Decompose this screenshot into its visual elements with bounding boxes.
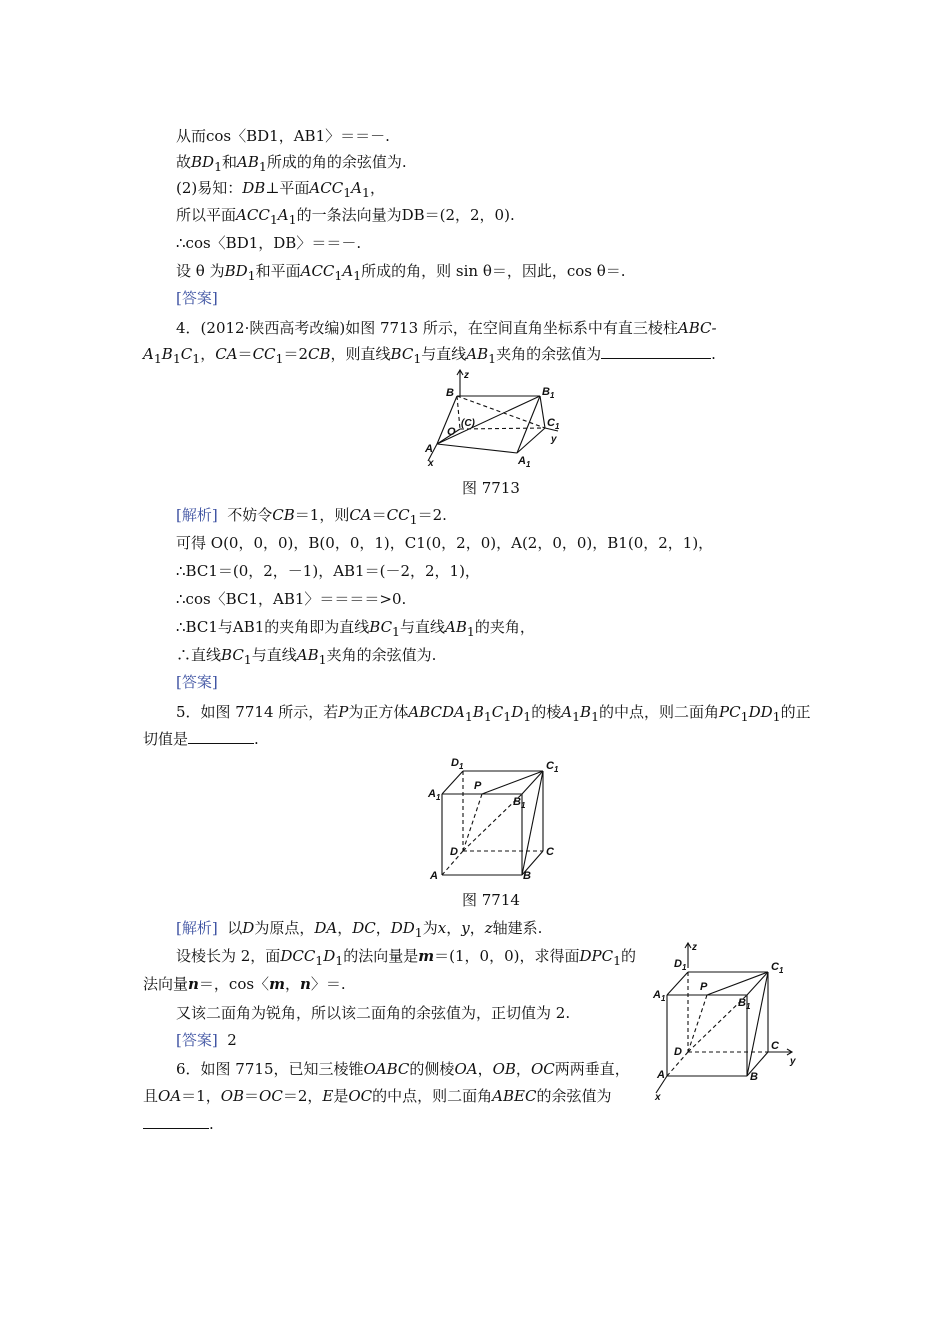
fig7714-caption: 图 7714 <box>462 891 520 909</box>
fig7714-edge-PC1 <box>482 771 543 794</box>
q6-line1: 6．如图 7715，已知三棱锥OABC的侧棱OA，OB，OC两两垂直， <box>176 1060 630 1078</box>
sol3-line1: 从而cos〈BD1，AB1〉＝＝－. <box>176 127 390 145</box>
q4-sol-line1: [解析] 不妨令CB＝1，则$CA=CC_1=2$. <box>176 506 447 527</box>
fig7713-label-O: O <box>447 426 456 438</box>
figure-7714 <box>425 755 560 885</box>
cube-axes-label-C: C <box>771 1040 779 1052</box>
svg-text:1: 1 <box>554 765 559 774</box>
fig7713-edge-B1C1 <box>540 396 545 428</box>
cube-axes-label-x: x <box>655 1092 661 1103</box>
q5-sol-line3: 法向量n＝，cos〈m，n〉＝. <box>143 975 346 993</box>
cube-axes-edge-BC1 <box>747 972 768 1076</box>
fig7713-edge-AA1 <box>437 444 517 453</box>
sol3-line2: 故$BD_1$和$AB_1$所成的角的余弦值为. <box>176 153 407 174</box>
svg-text:1: 1 <box>436 793 441 802</box>
fig7713-label-A: A <box>425 443 433 455</box>
q4-sol-line3: ∴BC1＝(0，2，－1)，AB1＝(－2，2，1)， <box>176 562 480 580</box>
fig7713-caption: 图 7713 <box>462 479 520 497</box>
q4-sol-line2: 可得 O(0，0，0)，B(0，0，1)，C1(0，2，0)，A(2，0，0)，B1(0，2，1)， <box>176 534 714 552</box>
cube-axes-edge-A1D1 <box>667 972 688 995</box>
fig7714-label-B1: B <box>513 796 521 808</box>
sol3-line4: 所以平面$ACC_1A_1$的一条法向量为DB＝(2，2，0). <box>176 206 515 227</box>
sol3-answer-tag: [答案] <box>176 289 218 307</box>
fig7714-edge-DP <box>463 794 482 851</box>
q4-sol-line5: ∴BC1与AB1的夹角即为直线$BC_1$与直线$AB_1$的夹角， <box>176 618 535 639</box>
cube-axes-edge-PC1 <box>707 972 768 995</box>
cube-axes-label-D: D <box>674 1046 682 1058</box>
fig7713-label-C: (C) <box>461 418 475 429</box>
q5-sol-line2: 设棱长为 2，面$DCC_1D_1$的法向量是m＝(1，0，0)，求得面$DPC_1$的 <box>176 947 637 968</box>
svg-text:1: 1 <box>779 966 784 975</box>
fig7713-label-B1: B <box>542 386 550 398</box>
fig7713-label-x: x <box>428 458 434 469</box>
cube-axes-label-B: B <box>750 1071 758 1083</box>
fig7713-edge-BO <box>457 396 460 429</box>
figure-cube-axes <box>650 938 800 1103</box>
sol3-line3: (2)易知：DB⊥平面$ACC_1A_1$， <box>176 179 385 200</box>
fig7713-label-y: y <box>551 434 557 445</box>
fig7713-label-A1: A <box>518 455 526 467</box>
svg-text:1: 1 <box>746 1002 751 1011</box>
q5-answer-line <box>176 1030 237 1050</box>
fig7713-label-z: z <box>464 370 469 381</box>
q4-line2: $A_1B_1C_1$，$CA=CC_1=2CB$，则直线$BC_1$与直线$AB_1$夹角的余弦值为 . <box>143 345 716 366</box>
fig7713-label-C1-sub: 1 <box>555 422 560 431</box>
cube-axes-label-B1: B <box>738 997 746 1009</box>
fig7713-label-C1: C <box>547 417 555 429</box>
q4-answer-blank <box>601 344 711 359</box>
svg-text:1: 1 <box>661 994 666 1003</box>
fig7714-label-D: D <box>450 846 458 858</box>
fig7713-label-B: B <box>446 387 454 399</box>
q5-answer-tag: [答案] <box>176 1031 218 1049</box>
fig7714-label-C: C <box>546 846 554 858</box>
q4-line1: 4．(2012·陕西高考改编)如图 7713 所示，在空间直角坐标系中有直三棱柱ABC- <box>176 319 717 337</box>
q4-sol-tag: [解析] <box>176 506 218 524</box>
svg-text:1: 1 <box>521 801 526 810</box>
q5-sol-line1: [解析] 以D为原点，DA，DC，$DD_1$为x，y，z轴建系. <box>176 919 543 940</box>
fig7714-label-B: B <box>523 870 531 882</box>
cube-axes-label-D1: D <box>674 958 682 970</box>
q4-sol-line6: ∴直线$BC_1$与直线$AB_1$夹角的余弦值为. <box>176 646 437 667</box>
cube-axes-label-A1: A <box>653 989 661 1001</box>
fig7714-label-A: A <box>430 870 438 882</box>
fig7714-edge-A1D1 <box>442 771 463 794</box>
fig7713-label-A1-sub: 1 <box>526 460 531 469</box>
cube-axes-edge-DP <box>688 995 707 1052</box>
q6-line3: . <box>143 1114 214 1134</box>
q6-line2: 且OA＝1，OB＝OC＝2，E是OC的中点，则二面角ABEC的余弦值为 <box>143 1087 612 1105</box>
cube-axes-label-A: A <box>657 1069 665 1081</box>
cube-axes-label-y: y <box>790 1056 796 1067</box>
fig7714-label-C1: C <box>546 760 554 772</box>
q5-line2: 切值是 . <box>143 730 259 748</box>
svg-text:1: 1 <box>459 762 464 771</box>
q5-answer-blank <box>188 729 254 744</box>
fig7714-label-D1: D <box>451 757 459 769</box>
fig7714-label-P: P <box>474 780 482 792</box>
cube-axes-label-P: P <box>700 981 708 993</box>
q4-sol-line4: ∴cos〈BC1，AB1〉＝＝＝＝>0. <box>176 590 407 608</box>
q5-line1: 5．如图 7714 所示，若P为正方体$ABCDA_1B_1C_1D_1$的棱$A_1B_1$的中点，则二面角$PC_1DD_1$的正 <box>176 703 811 724</box>
fig7714-label-A1: A <box>428 788 436 800</box>
sol3-line5: ∴cos〈BD1，DB〉＝＝－. <box>176 234 362 252</box>
q4-answer-tag: [答案] <box>176 673 218 691</box>
fig7714-edge-BC1 <box>522 771 543 875</box>
q5-sol-tag: [解析] <box>176 919 218 937</box>
cube-axes-label-z: z <box>692 942 697 953</box>
svg-text:1: 1 <box>682 963 687 972</box>
q6-answer-blank <box>143 1114 209 1129</box>
sol3-line6: 设 θ 为$BD_1$和平面$ACC_1A_1$所成的角，则 sin θ＝，因此，cos θ＝. <box>176 262 626 283</box>
q5-sol-line4: 又该二面角为锐角，所以该二面角的余弦值为，正切值为 2. <box>176 1004 571 1022</box>
q5-answer-value: 2 <box>227 1031 237 1049</box>
cube-axes-label-C1: C <box>771 961 779 973</box>
fig7713-edge-A1C1 <box>517 428 545 453</box>
fig7713-label-B1-sub: 1 <box>550 391 555 400</box>
figure-7713 <box>420 368 570 473</box>
